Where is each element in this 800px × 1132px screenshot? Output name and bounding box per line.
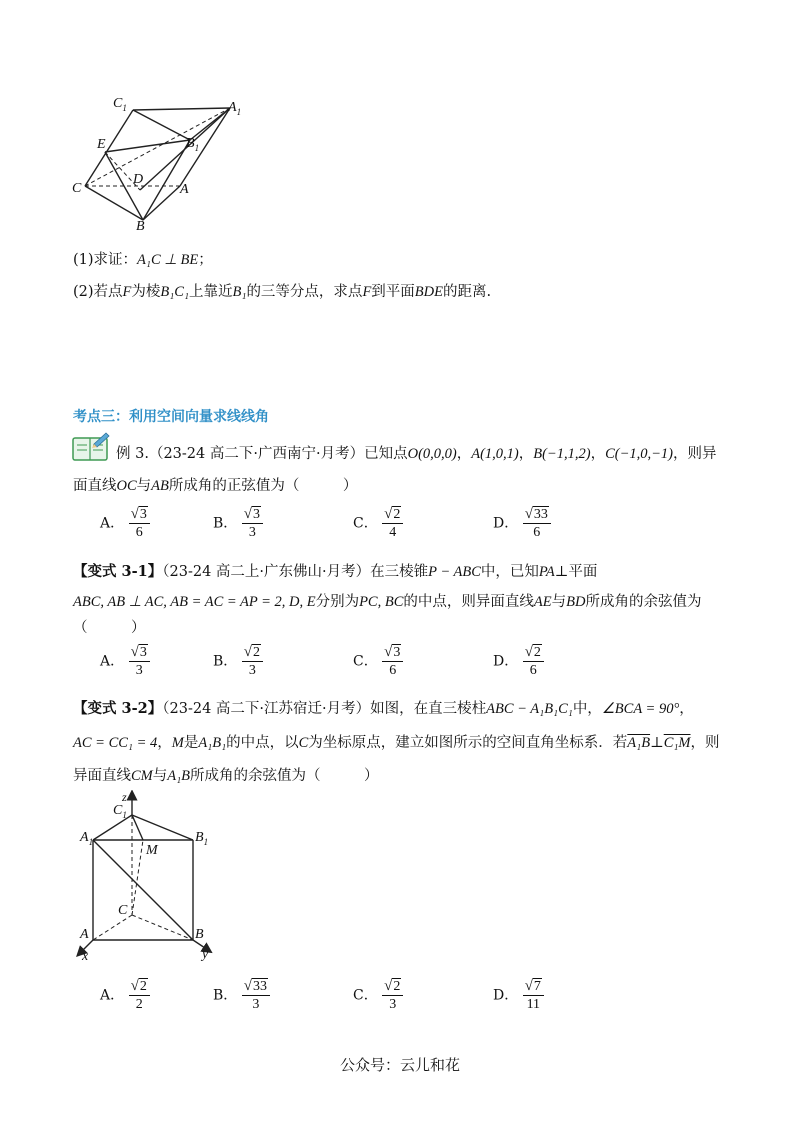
- variant-3-2-option-d[interactable]: D． √ 7 11: [493, 978, 544, 1013]
- example-3-option-c[interactable]: C． √ 2 4: [353, 506, 403, 541]
- variant-3-2-option-b[interactable]: B． √ 33 3: [213, 978, 270, 1013]
- example-3-option-d[interactable]: D． √ 33 6: [493, 506, 551, 541]
- label-a1: $A_1$: [228, 100, 242, 117]
- variant-3-2-line-2: AC = CC₁ = 4，M是A₁B₁的中点，以C为坐标原点，建立如图所示的空间直角坐标系．若A₁B⊥C₁M，则: [73, 735, 720, 751]
- label-c: C: [72, 181, 82, 196]
- question-part-1: (1)求证：A₁C ⊥ BE；: [73, 252, 213, 268]
- label-a1-fig2: $A_1$: [80, 830, 94, 847]
- variant-3-1-option-d[interactable]: D． √ 2 6: [493, 644, 544, 679]
- axis-label-z: z: [122, 790, 127, 804]
- label-d: D: [133, 172, 144, 187]
- axis-label-y: y: [202, 947, 209, 962]
- variant-3-2-line-3: 异面直线CM与A₁B所成角的余弦值为（ ）: [73, 768, 379, 784]
- variant-3-1-line-2: ABC, AB ⊥ AC, AB = AC = AP = 2, D, E分别为PC, BC的中点，则异面直线AE与BD所成角的余弦值为: [73, 594, 702, 610]
- example-3-option-a[interactable]: A． √ 3 6: [100, 506, 150, 541]
- variant-3-2-option-c[interactable]: C． √ 2 3: [353, 978, 403, 1013]
- label-c1-fig2: $C_1$: [113, 803, 127, 820]
- question-part-2: (2)若点F为棱B₁C₁上靠近B₁的三等分点，求点F到平面BDE的距离.: [73, 284, 492, 300]
- label-m-fig2: M: [146, 843, 158, 858]
- label-e: E: [97, 137, 106, 152]
- label-a: A: [180, 182, 189, 197]
- label-b: B: [136, 219, 145, 234]
- axis-label-x: x: [82, 949, 89, 964]
- variant-3-2-option-a[interactable]: A． √ 2 2: [100, 978, 150, 1013]
- example-3-line-1: 例 3.（23-24 高二下·广西南宁·月考）已知点O(0,0,0)，A(1,0,1)，B(−1,1,2)，C(−1,0,−1)，则异: [116, 446, 717, 462]
- footer-text: 公众号：云儿和花: [339, 1056, 460, 1074]
- example-3-line-2: 面直线OC与AB所成角的正弦值为（ ）: [73, 478, 358, 494]
- variant-3-1-option-a[interactable]: A． √ 3 3: [100, 644, 150, 679]
- label-c-fig2: C: [118, 903, 128, 918]
- section-title: 考点三：利用空间向量求线线角: [73, 409, 269, 425]
- variant-3-1-option-b[interactable]: B． √ 2 3: [213, 644, 263, 679]
- prism-figure-1: [60, 90, 250, 240]
- variant-3-1-option-c[interactable]: C． √ 3 6: [353, 644, 403, 679]
- book-pencil-icon: [72, 432, 110, 462]
- variant-3-1-line-1: 【变式 3-1】（23-24 高二上·广东佛山·月考）在三棱锥P − ABC中，已知PA⊥平面: [73, 563, 598, 580]
- label-a-fig2: A: [80, 927, 89, 942]
- variant-3-2-line-1: 【变式 3-2】（23-24 高二下·江苏宿迁·月考）如图，在直三棱柱ABC − A₁B₁C₁中，∠BCA = 90°，: [73, 700, 694, 717]
- example-3-option-b[interactable]: B． √ 3 3: [213, 506, 263, 541]
- label-b1-fig2: $B_1$: [195, 830, 209, 847]
- label-c1: $C_1$: [113, 96, 127, 113]
- variant-3-1-line-3: （ ）: [73, 620, 146, 636]
- label-b-fig2: B: [195, 927, 204, 942]
- label-b1: $B_1$: [186, 136, 200, 153]
